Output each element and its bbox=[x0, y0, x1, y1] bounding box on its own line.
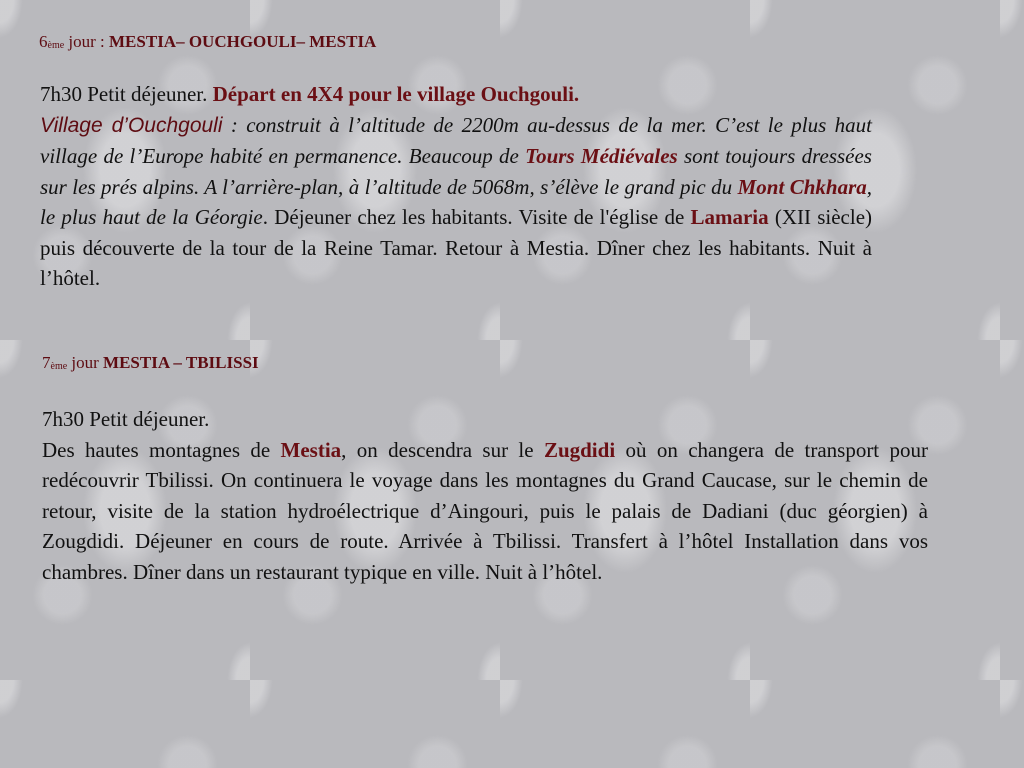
day-label: jour bbox=[67, 353, 104, 372]
breakfast-text: 7h30 Petit déjeuner. bbox=[40, 82, 213, 106]
zugdidi-highlight: Zugdidi bbox=[543, 437, 616, 462]
mont-highlight: Mont Chkhara bbox=[737, 174, 867, 199]
day-number: 6 bbox=[39, 32, 48, 51]
ordinal-suffix: ème bbox=[50, 361, 68, 372]
mestia-highlight: Mestia bbox=[280, 437, 342, 462]
village-text-3: , le plus haut de la Géorgie bbox=[40, 174, 872, 229]
departure-highlight: Départ en 4X4 pour le village Ouchgouli. bbox=[212, 82, 580, 106]
program-text-2: , on descendra sur le bbox=[341, 437, 544, 462]
day7-heading bbox=[42, 353, 259, 373]
lamaria-highlight: Lamaria bbox=[690, 205, 769, 229]
day6-heading bbox=[39, 32, 376, 52]
day-label: jour : bbox=[64, 32, 110, 51]
program-text-3: où on changera de transport pour redécouvrir Tbilissi. On continuera le voyage dans les montagnes du Grand Caucase, sur le chemin de retour, visite de la station hydroélectrique d’Aingouri, puis le palais de Dadiani (duc géorgien) à Zougdidi. Déjeuner en cours de route. Arrivée à Tbilissi. Transfert à l’hôtel Installation dans vos chambres. Dîner dans un restaurant typique en ville. Nuit à l’hôtel. bbox=[42, 437, 928, 584]
breakfast-text: 7h30 Petit déjeuner. bbox=[42, 407, 210, 431]
ordinal-suffix: ème bbox=[47, 40, 65, 51]
day-title: MESTIA– OUCHGOULI– MESTIA bbox=[109, 32, 377, 51]
village-name: Village d’Ouchgouli bbox=[40, 113, 223, 137]
tours-highlight: Tours Médiévales bbox=[525, 144, 678, 168]
day7-description bbox=[42, 404, 928, 587]
village-text-2: sont toujours dressées sur les prés alpins. A l’arrière-plan, à l’altitude de 5068m, s’élève le grand pic du bbox=[40, 144, 872, 199]
program-text: Des hautes montagnes de bbox=[42, 437, 281, 462]
day6-description bbox=[40, 79, 872, 294]
day-title: MESTIA – TBILISSI bbox=[103, 353, 259, 372]
program-text-2: (XII siècle) puis découverte de la tour de la Reine Tamar. Retour à Mestia. Dîner chez les habitants. Nuit à l’hôtel. bbox=[40, 205, 873, 290]
day-number: 7 bbox=[42, 353, 51, 372]
program-text: . Déjeuner chez les habitants. Visite de l'église de bbox=[262, 205, 691, 229]
village-text: : construit à l’altitude de 2200m au-dessus de la mer. C’est le plus haut village de l’Europe habité en permanence. Beaucoup de bbox=[40, 112, 873, 168]
